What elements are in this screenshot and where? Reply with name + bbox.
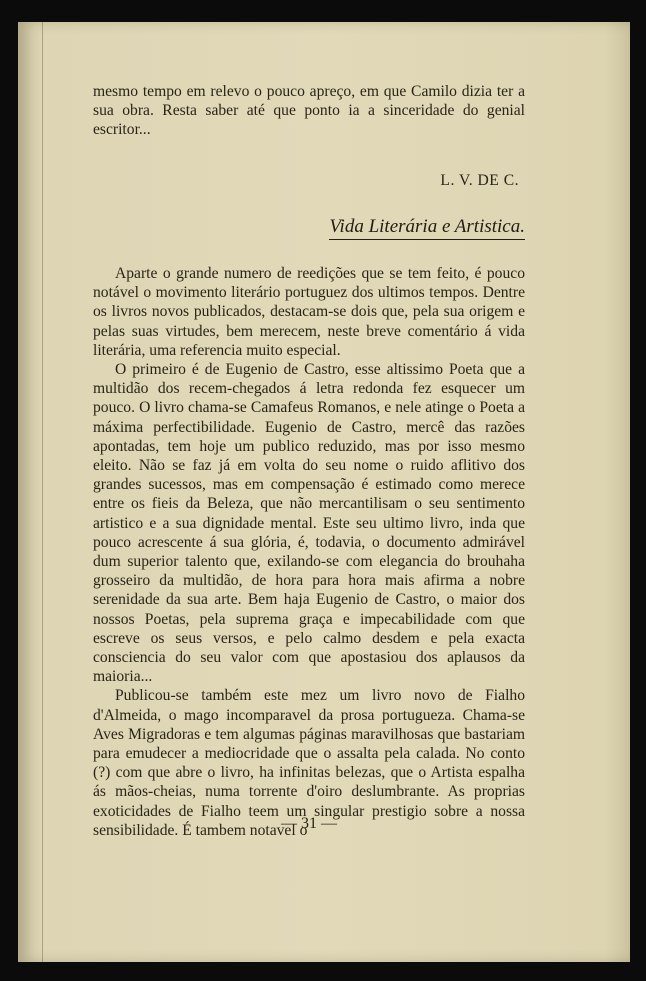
article-body bbox=[93, 264, 525, 840]
section-title bbox=[93, 216, 525, 238]
continued-paragraph bbox=[93, 82, 525, 140]
page-number: — 31 — bbox=[281, 815, 337, 832]
paragraph: Aparte o grande numero de reedições que se tem feito, é pouco notável o movimento literário portuguez dos ultimos tempos. Dentre os livros novos publicados, destacam-se dois que, pela sua origem e pelas suas virtudes, bem merecem, neste breve comentário á vida literária, uma referencia muito especial. bbox=[93, 265, 525, 359]
author-signature: L. V. DE C. bbox=[440, 172, 519, 189]
paragraph: O primeiro é de Eugenio de Castro, esse altissimo Poeta que a multidão dos recem-chegados á letra redonda fez esquecer um pouco. O livro chama-se Camafeus Romanos, e nele atinge o Poeta a máxima perfectibilidade. Eugenio de Castro, mercê das razões apontadas, tem hoje um publico reduzido, mas por isso mesmo eleito. Não se faz já em volta do seu nome o ruido aflitivo dos grandes sucessos, mas em compensação é estimado como merece entre os fieis da Beleza, que não mercantilisam o seu sentimento artistico e a sua dignidade mental. Este seu ultimo livro, inda que pouco acrescente á sua glória, é, todavia, o documento admirável dum superior talento que, exilando-se com elegancia do brouhaha grosseiro da multidão, de hora para hora mais afirma a nobre serenidade da sua arte. Bem haja Eugenio de Castro, o maior dos nossos Poetas, pela suprema graça e impecabilidade com que escreve os seus versos, e pelo calmo desdem e pela exacta consciencia do seu valor com que apostasiou dos aplausos da maioria... bbox=[93, 361, 525, 686]
section-title-text: Vida Literária e Artistica. bbox=[329, 216, 525, 240]
page-gutter bbox=[42, 22, 43, 962]
paragraph: Publicou-se também este mez um livro novo de Fialho d'Almeida, o mago incomparavel da prosa portugueza. Chama-se Aves Migradoras e tem algumas páginas maravilhosas que bastariam para emudecer a mediocridade que o assalta pela calada. No conto (?) com que abre o livro, ha infinitas belezas, que o Artista espalha ás mãos-cheias, numa torrente d'oiro deslumbrante. As proprias exoticidades de Fialho teem um singular prestigio sobre a nossa sensibilidade. É tambem notavel o bbox=[93, 687, 525, 839]
paragraph-text: mesmo tempo em relevo o pouco apreço, em que Camilo dizia ter a sua obra. Resta saber até que ponto ia a sinceridade do genial escritor... bbox=[93, 83, 525, 139]
